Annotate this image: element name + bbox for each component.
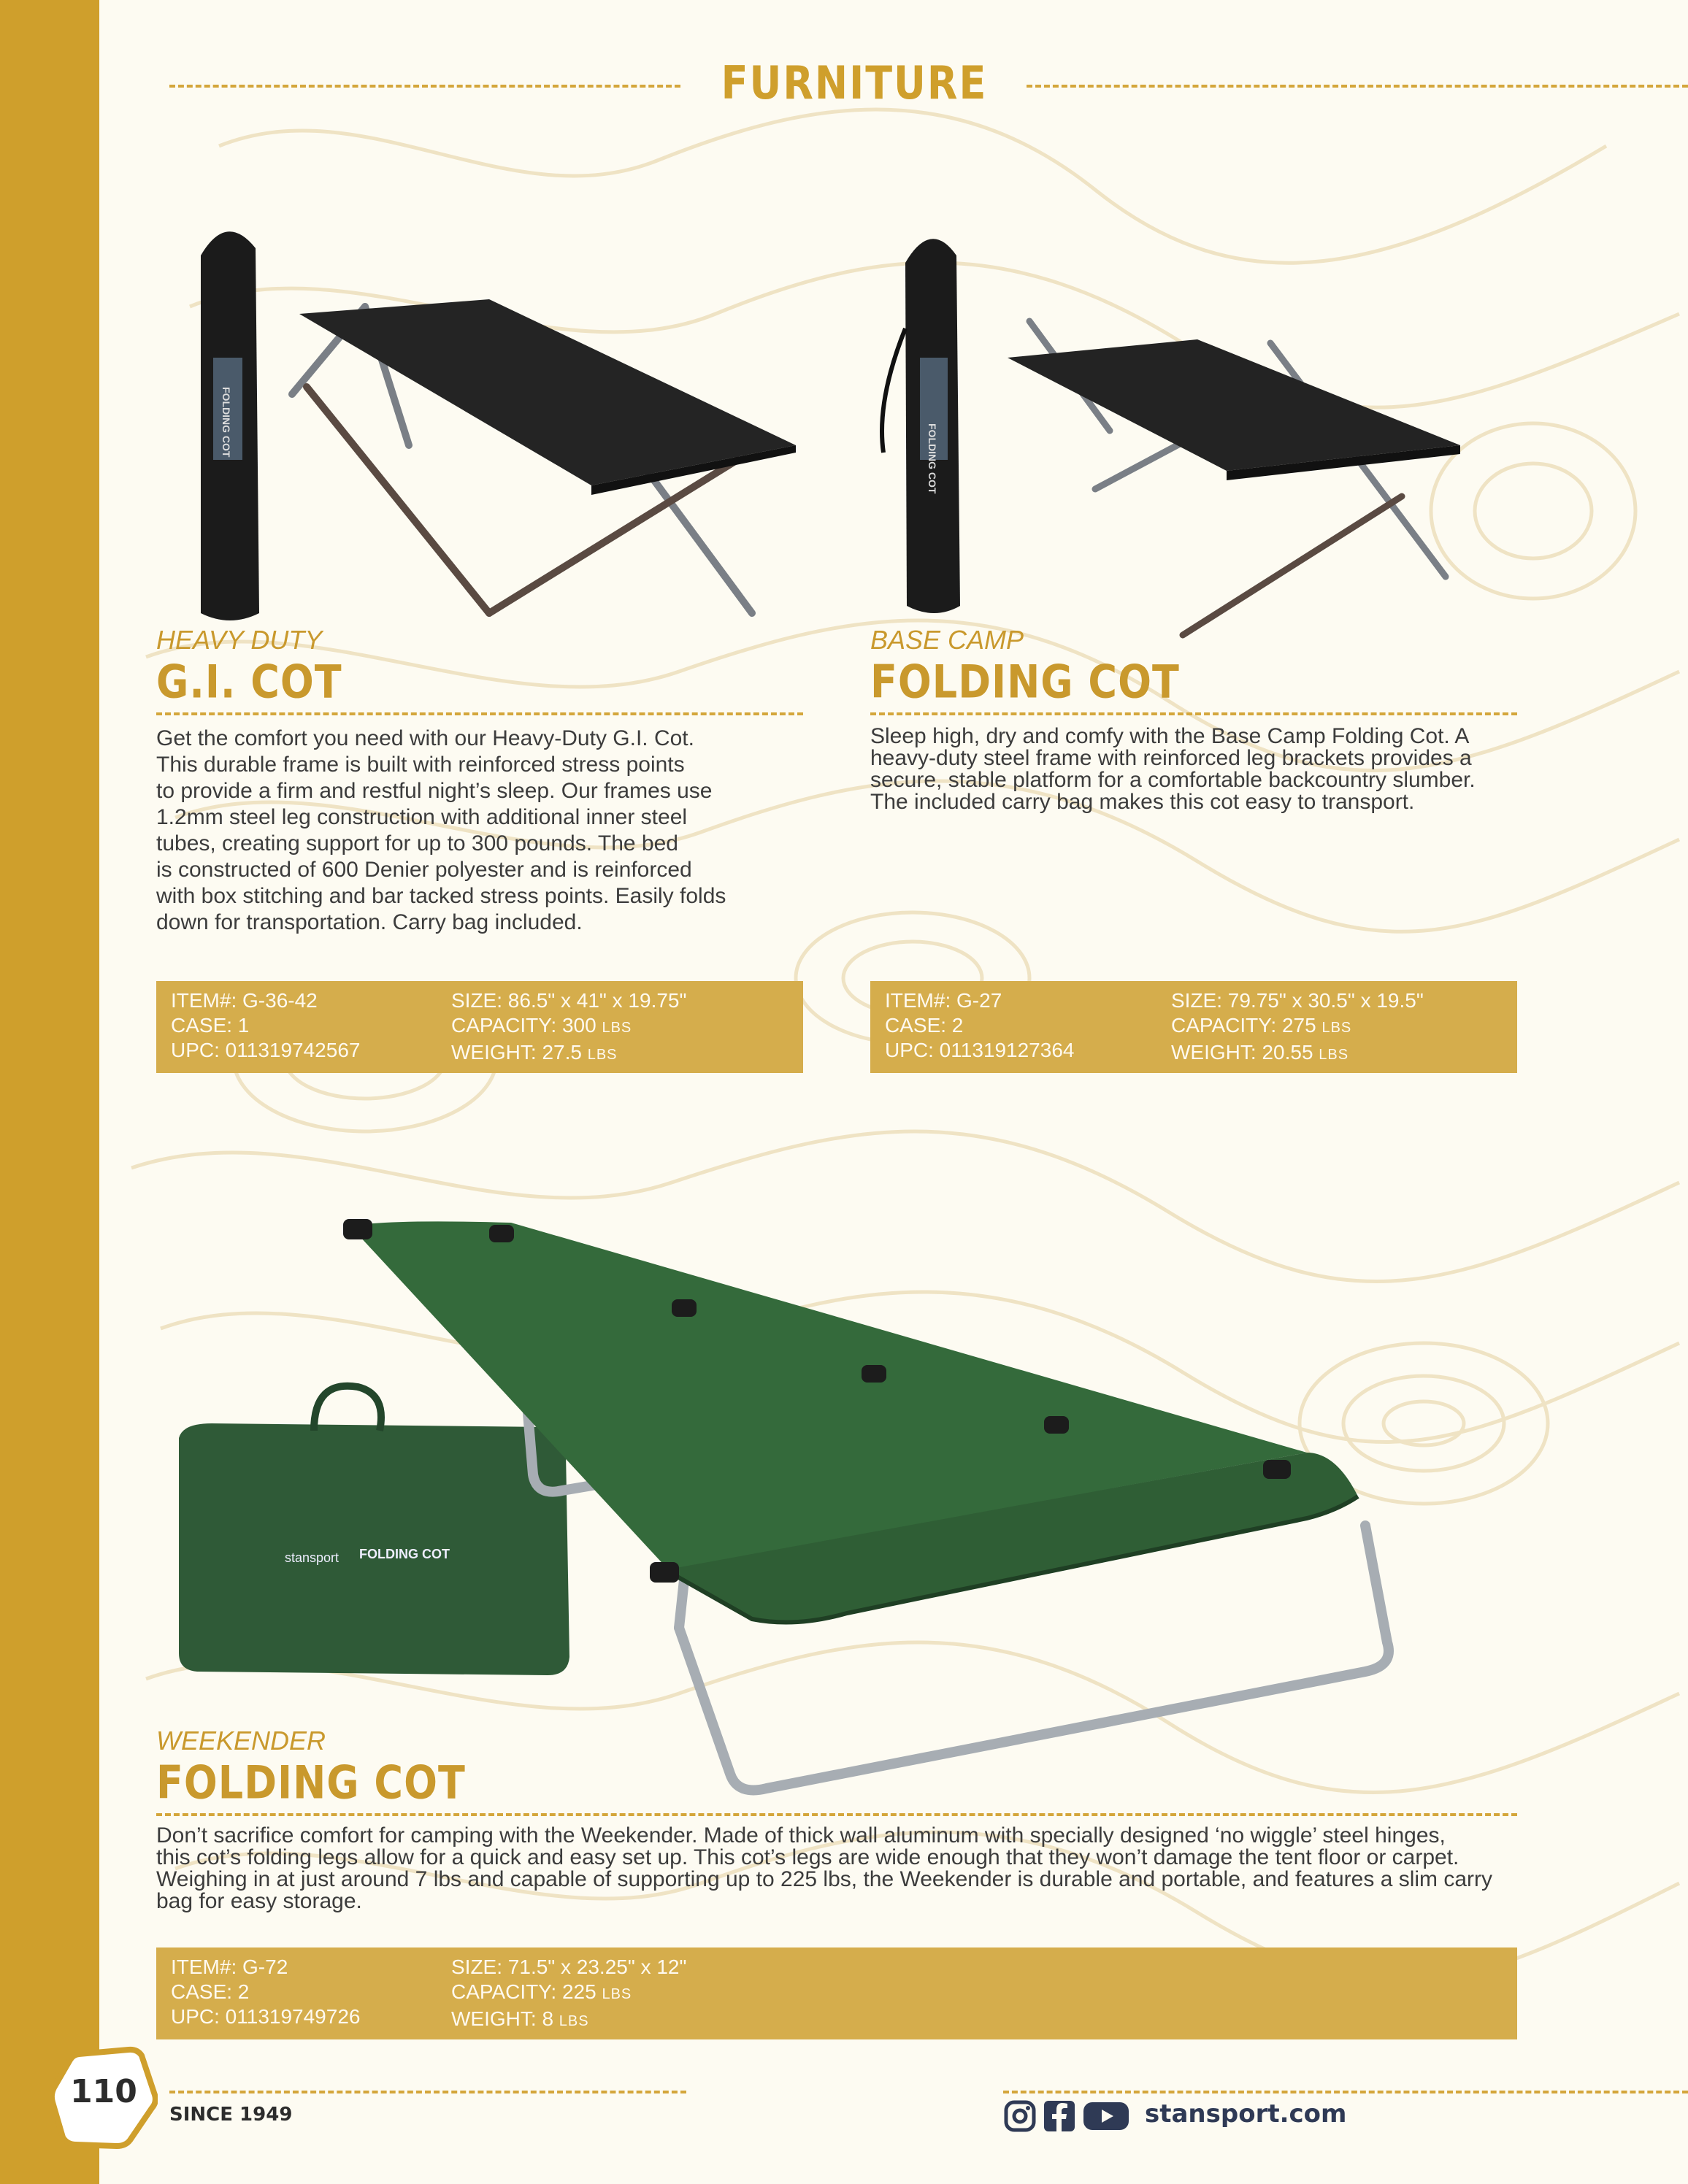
gi-cot-title: G.I. COT: [156, 655, 342, 709]
base-camp-description: Sleep high, dry and comfy with the Base Camp Folding Cot. A heavy-duty steel frame with reinforced leg brackets provides a secure, stable platform for a comfortable backcountry slumber. The included carry bag makes this cot easy to transport.: [870, 724, 1476, 814]
base-camp-divider: [870, 712, 1517, 715]
weekender-description: Don’t sacrifice comfort for camping with the Weekender. Made of thick wall aluminum with specially designed ‘no wiggle’ steel hinges, this cot’s folding legs allow for a quick and easy set up. This cot’s legs are wide enough that they won’t damage the tent floor or carpet. Weighing in at just around 7 lbs and capable of supporting up to 225 lbs, the Weekender is durable and portable, and features a slim carry bag for easy storage.: [156, 1823, 1493, 1913]
weekender-cot-photo: [168, 1219, 1482, 1803]
gi-cot-description: Get the comfort you need with our Heavy-Duty G.I. Cot. This durable frame is built with reinforced stress points to provide a firm and restful night’s sleep. Our frames use 1.2mm steel leg construction with additional inner steel tubes, creating support for up to 300 pounds. The bed is constructed of 600 Denier polyester and is reinforced with box stitching and bar tacked stress points. Easily folds down for transportation. Carry bag included.: [156, 726, 726, 934]
base-camp-case: CASE: 2: [885, 1014, 964, 1037]
gi-cot-weight: WEIGHT: 27.5: [451, 1041, 582, 1064]
base-camp-upc: UPC: 011319127364: [885, 1039, 1075, 1061]
since-tagline: SINCE 1949: [169, 2104, 293, 2126]
gi-cot-photo: [183, 204, 803, 686]
base-camp-bag-print: FOLDING COT: [927, 423, 938, 494]
base-camp-size: SIZE: 79.75" x 30.5" x 19.5": [1171, 989, 1424, 1012]
header-divider-left: [169, 85, 680, 88]
base-camp-cot-photo: [862, 212, 1482, 664]
weekender-divider: [156, 1813, 1517, 1816]
gi-cot-case: CASE: 1: [171, 1014, 250, 1037]
weekender-upc: UPC: 011319749726: [171, 2005, 361, 2028]
weekender-capacity: CAPACITY: 225: [451, 1980, 596, 2003]
weekender-bag-brand: stansport: [285, 1550, 339, 1565]
base-camp-spec-box: ITEM#: G-27 CASE: 2 UPC: 011319127364 SIZE: 79.75" x 30.5" x 19.5" CAPACITY: 275 LBS WEIGHT: 20.55 LBS: [870, 981, 1517, 1073]
side-accent-bar: [0, 0, 99, 2184]
section-title: FURNITURE: [721, 56, 988, 109]
gi-cot-subtitle: HEAVY DUTY: [156, 625, 323, 655]
footer-divider-right: [1003, 2091, 1688, 2093]
website-link[interactable]: stansport.com: [1145, 2099, 1347, 2129]
weekender-weight: WEIGHT: 8: [451, 2007, 554, 2030]
base-camp-subtitle: BASE CAMP: [870, 625, 1024, 655]
gi-cot-size: SIZE: 86.5" x 41" x 19.75": [451, 989, 687, 1012]
gi-cot-upc: UPC: 011319742567: [171, 1039, 361, 1061]
weekender-item-number: ITEM#: G-72: [171, 1956, 288, 1978]
weekender-bag-print: FOLDING COT: [359, 1547, 450, 1561]
weekender-spec-box: ITEM#: G-72 CASE: 2 UPC: 011319749726 SIZE: 71.5" x 23.25" x 12" CAPACITY: 225 LBS WEIGHT: 8 LBS: [156, 1947, 1517, 2039]
base-camp-item-number: ITEM#: G-27: [885, 989, 1002, 1012]
weekender-case: CASE: 2: [171, 1980, 250, 2003]
gi-cot-divider: [156, 712, 803, 715]
base-camp-capacity: CAPACITY: 275: [1171, 1014, 1316, 1037]
base-camp-weight: WEIGHT: 20.55: [1171, 1041, 1313, 1064]
facebook-icon[interactable]: [1043, 2099, 1076, 2133]
weekender-subtitle: WEEKENDER: [156, 1726, 326, 1756]
page-number: 110: [70, 2073, 137, 2110]
weekender-size: SIZE: 71.5" x 23.25" x 12": [451, 1956, 687, 1978]
gi-cot-spec-box: ITEM#: G-36-42 CASE: 1 UPC: 011319742567 SIZE: 86.5" x 41" x 19.75" CAPACITY: 300 LBS WEIGHT: 27.5 LBS: [156, 981, 803, 1073]
gi-cot-bag-print: FOLDING COT: [220, 387, 232, 458]
gi-cot-capacity: CAPACITY: 300: [451, 1014, 596, 1037]
weekender-title: FOLDING COT: [156, 1756, 466, 1810]
instagram-icon[interactable]: [1003, 2099, 1037, 2133]
header-divider-right: [1027, 85, 1688, 88]
youtube-icon[interactable]: [1082, 2099, 1130, 2133]
footer-divider-left: [169, 2091, 686, 2093]
base-camp-title: FOLDING COT: [870, 655, 1180, 709]
gi-cot-item-number: ITEM#: G-36-42: [171, 989, 318, 1012]
